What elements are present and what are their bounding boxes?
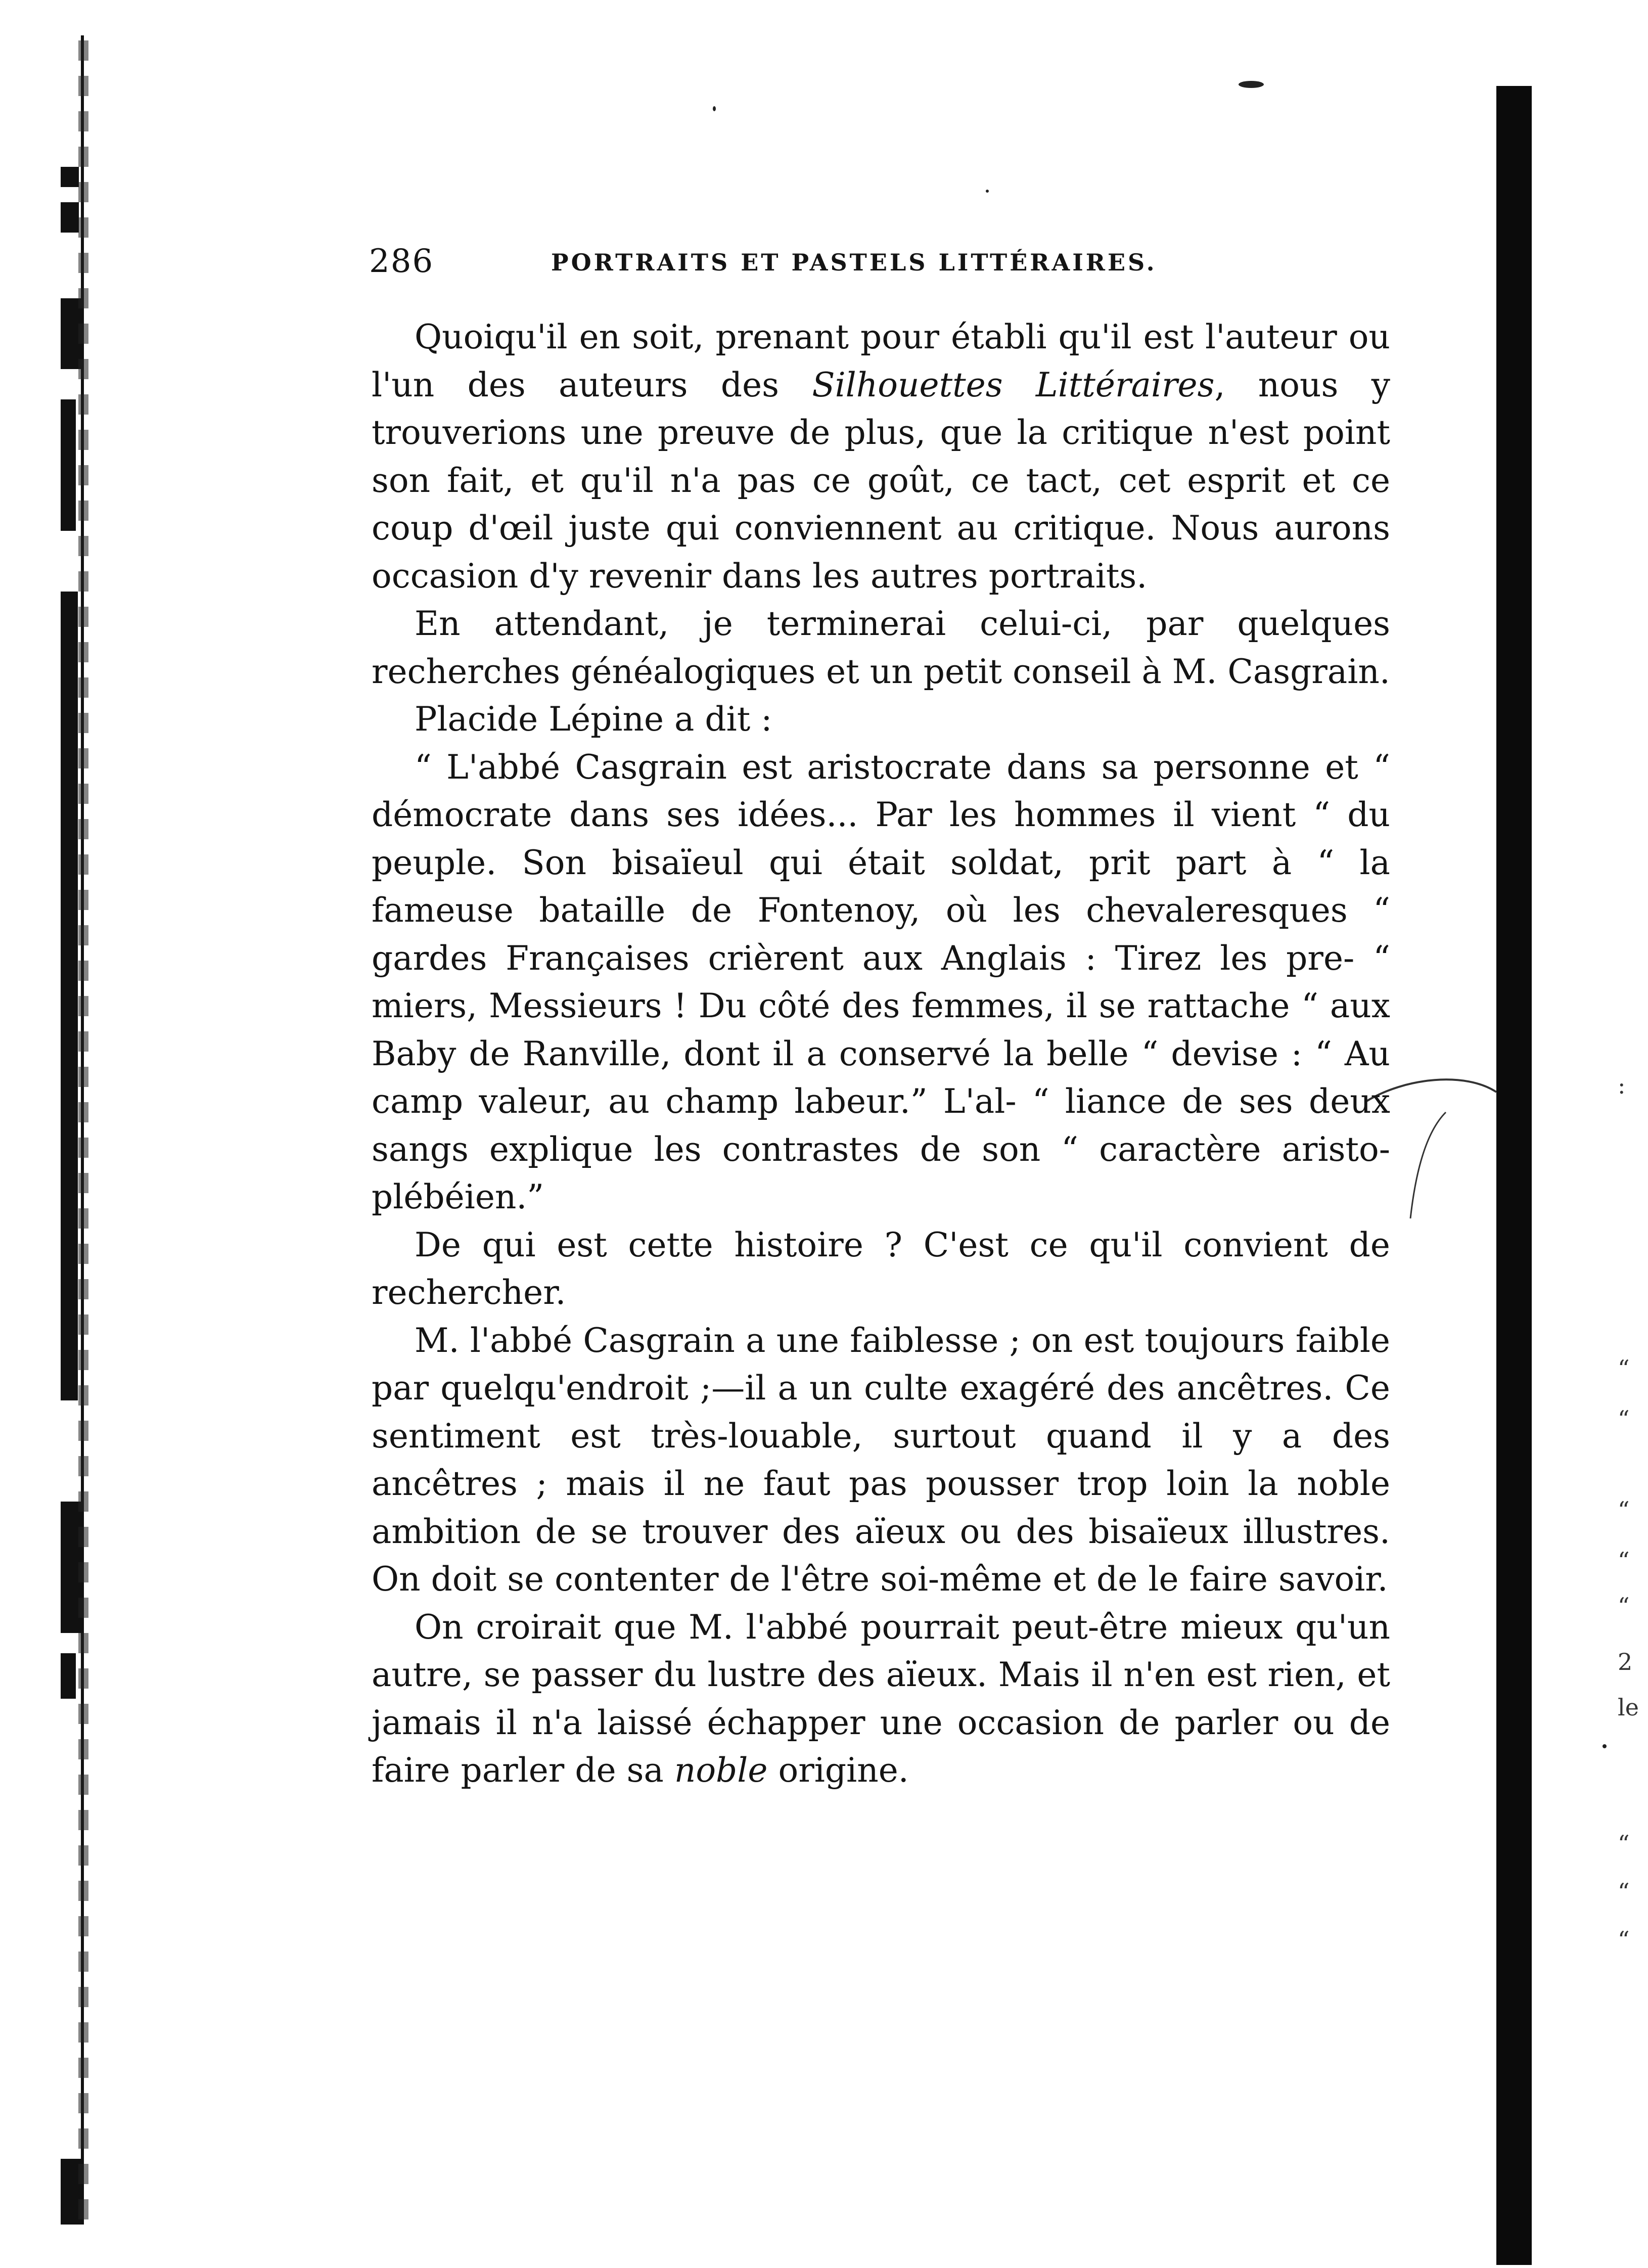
paragraph-text: Placide Lépine a dit :: [415, 700, 772, 739]
scan-speck: [1239, 81, 1264, 88]
quote-text: “ L'abbé Casgrain est aristocrate dans sa personne et “ démocrate dans ses idées... Par les hommes il vient “ du peuple. Son bisaïeul qui était soldat, prit part à “ la fameuse bataille de Fontenoy, où les chevaleresques “ gardes Françaises crièrent aux Anglais : Tirez les pre- “ miers, Messieurs ! Du côté des femmes, il se rattache “ aux Baby de Ranville, dont il a conservé la belle “ devise : “ Au camp valeur, au champ labeur.” L'al- “ liance de ses deux sangs explique les contrastes de son “ caractère aristo-plébéien.”: [372, 747, 1390, 1216]
paragraph: [372, 1604, 1390, 1795]
paragraph-text: De qui est cette histoire ? C'est ce qu'il convient de rechercher.: [372, 1225, 1390, 1312]
paragraph: [372, 600, 1390, 696]
book-spine-shadow: [1496, 86, 1532, 2265]
paragraph: [372, 1221, 1390, 1317]
margin-glyph: le: [1618, 1694, 1639, 1721]
margin-glyph: “: [1618, 1405, 1630, 1433]
margin-glyph: “: [1618, 1355, 1630, 1382]
margin-glyph: “: [1618, 1593, 1630, 1620]
scan-speck: [986, 190, 989, 193]
margin-glyph: “: [1618, 1926, 1630, 1954]
paragraph: [372, 313, 1390, 600]
paragraph-text: origine.: [767, 1751, 909, 1790]
margin-glyph: “: [1618, 1830, 1630, 1857]
paragraph-text: On croirait que M. l'abbé pourrait peut-être mieux qu'un autre, se passer du lustre des aïeux. Mais il n'en est rien, et jamais il n'a laissé échapper une occasion de parler ou de faire parler de sa: [372, 1607, 1390, 1790]
scan-stripe: [78, 40, 88, 2230]
paragraph-text: Quoiqu'il en soit, prenant pour établi qu'il est l'auteur ou l'un des auteurs des: [372, 317, 1390, 404]
adjacent-page-margin: [1618, 0, 1648, 2268]
scan-speck: [713, 106, 716, 111]
block-quote: [372, 744, 1390, 1221]
margin-glyph: 2: [1618, 1648, 1633, 1675]
page-body: [372, 313, 1390, 1795]
paragraph-text: En attendant, je terminerai celui-ci, par quelques recherches généalogiques et un petit conseil à M. Casgrain.: [372, 604, 1390, 691]
page-number: 286: [369, 243, 434, 280]
margin-glyph: :: [1618, 1072, 1626, 1099]
paragraph-text: M. l'abbé Casgrain a une faiblesse ; on est toujours faible par quelqu'endroit ;—il a un culte exagéré des ancêtres. Ce sentiment est très-louable, surtout quand il y a des ancêtres ; mais il ne faut pas pousser trop loin la noble ambition de se trouver des aïeux ou des bisaïeux illustres. On doit se contenter de l'être soi-même et de le faire savoir.: [372, 1321, 1390, 1599]
paragraph-text: , nous y trouverions une preuve de plus, que la critique n'est point son fait, et qu'il n'a pas ce goût, ce tact, cet esprit et ce coup d'œil juste qui conviennent au critique. Nous aurons occasion d'y revenir dans les autres portraits.: [372, 365, 1391, 596]
margin-glyph: “: [1618, 1547, 1630, 1574]
scan-speck: [1603, 1744, 1607, 1748]
paragraph: [372, 1317, 1390, 1604]
emphasis-italic: noble: [674, 1751, 768, 1790]
margin-glyph: “: [1618, 1496, 1630, 1524]
book-title-italic: Silhouettes Littéraires: [812, 365, 1215, 404]
running-title: PORTRAITS ET PASTELS LITTÉRAIRES.: [551, 249, 1157, 276]
margin-glyph: “: [1618, 1878, 1630, 1906]
paragraph: [372, 696, 1390, 744]
page-header: [369, 243, 1390, 288]
